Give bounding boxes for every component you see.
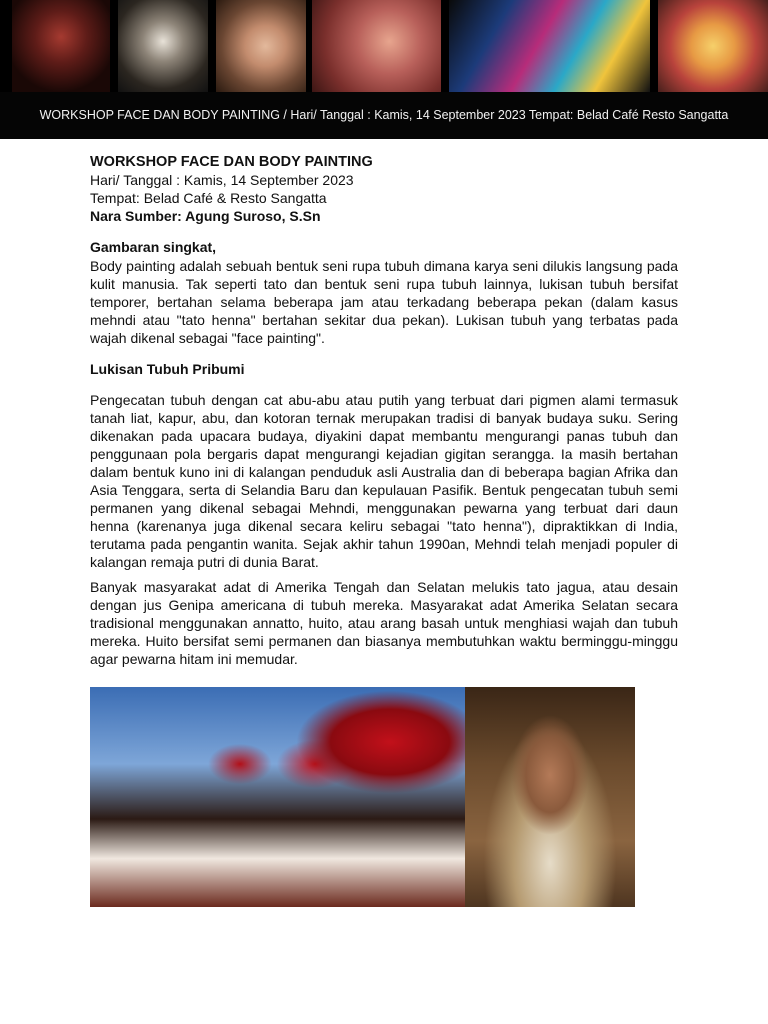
photo-wodaabe-dancers (90, 687, 465, 907)
header-banner (0, 0, 768, 139)
document-body (90, 153, 678, 668)
photo-strip (0, 0, 768, 92)
overview-heading: Gambaran singkat, (90, 239, 217, 255)
banner-photo-butterfly-face-paint (658, 0, 768, 92)
event-venue: Tempat: Belad Café & Resto Sangatta (90, 190, 327, 206)
banner-photo-henna-hands (312, 0, 441, 92)
event-date: Hari/ Tanggal : Kamis, 14 September 2023 (90, 172, 354, 188)
banner-photo-child-face-paint (216, 0, 306, 92)
banner-caption: WORKSHOP FACE DAN BODY PAINTING / Hari/ Tanggal : Kamis, 14 September 2023 Tempat: Belad Café Resto Sangatta (0, 92, 768, 139)
banner-photo-body-paint (449, 0, 651, 92)
illustration-row (90, 687, 635, 907)
indigenous-heading: Lukisan Tubuh Pribumi (90, 361, 245, 377)
document-title: WORKSHOP FACE DAN BODY PAINTING (90, 154, 373, 170)
indigenous-paragraph-2: Banyak masyarakat adat di Amerika Tengah dan Selatan melukis tato jagua, atau desain dengan jus Genipa americana di tubuh mereka. Masyarakat adat Amerika Selatan secara tradisional menggunakan annatto, huito, atau arang basah untuk menghiasi wajah dan tubuh mereka. Huito bersifat semi permanen dan biasanya membutuhkan waktu berminggu-minggu agar pewarna hitam ini memudar. (90, 579, 678, 667)
indigenous-paragraph-1: Pengecatan tubuh dengan cat abu-abu atau putih yang terbuat dari pigmen alami termasuk tanah liat, kapur, abu, dan kotoran ternak merupakan tradisi di banyak budaya suku. Sering dikenakan pada upacara budaya, diyakini dapat membantu mengurangi panas tubuh dan penggunaan pola bergaris dapat mengurangi kejadian gigitan serangga. Ia masih bertahan dalam bentuk kuno ini di kalangan penduduk asli Australia dan di beberapa bagian Afrika dan Asia Tenggara, serta di Selandia Baru dan kepulauan Pasifik. Bentuk pengecatan tubuh semi permanen yang dikenal sebagai Mehndi, menggunakan pewarna yang terbuat dari daun henna (karenanya juga dikenal secara keliru sebagai "tato henna"), dipraktikkan di India, terutama pada pengantin wanita. Sejak akhir tahun 1990an, Mehndi telah menjadi populer di kalangan remaja putri di dunia Barat. (90, 392, 678, 570)
banner-photo-mask-face-paint (118, 0, 208, 92)
event-speaker: Nara Sumber: Agung Suroso, S.Sn (90, 208, 321, 224)
banner-photo-red-face-paint (12, 0, 110, 92)
overview-paragraph: Body painting adalah sebuah bentuk seni rupa tubuh dimana karya seni dilukis langsung pada kulit manusia. Tak seperti tato dan bentuk seni rupa tubuh lainnya, lukisan tubuh bersifat temporer, bertahan selama beberapa jam atau terkadang beberapa pekan (dalam kasus mehndi atau "tato henna" bertahan sekitar dua pekan). Lukisan tubuh yang terbatas pada wajah dikenal sebagai "face painting". (90, 258, 678, 346)
painting-native-american-chief (465, 687, 635, 907)
